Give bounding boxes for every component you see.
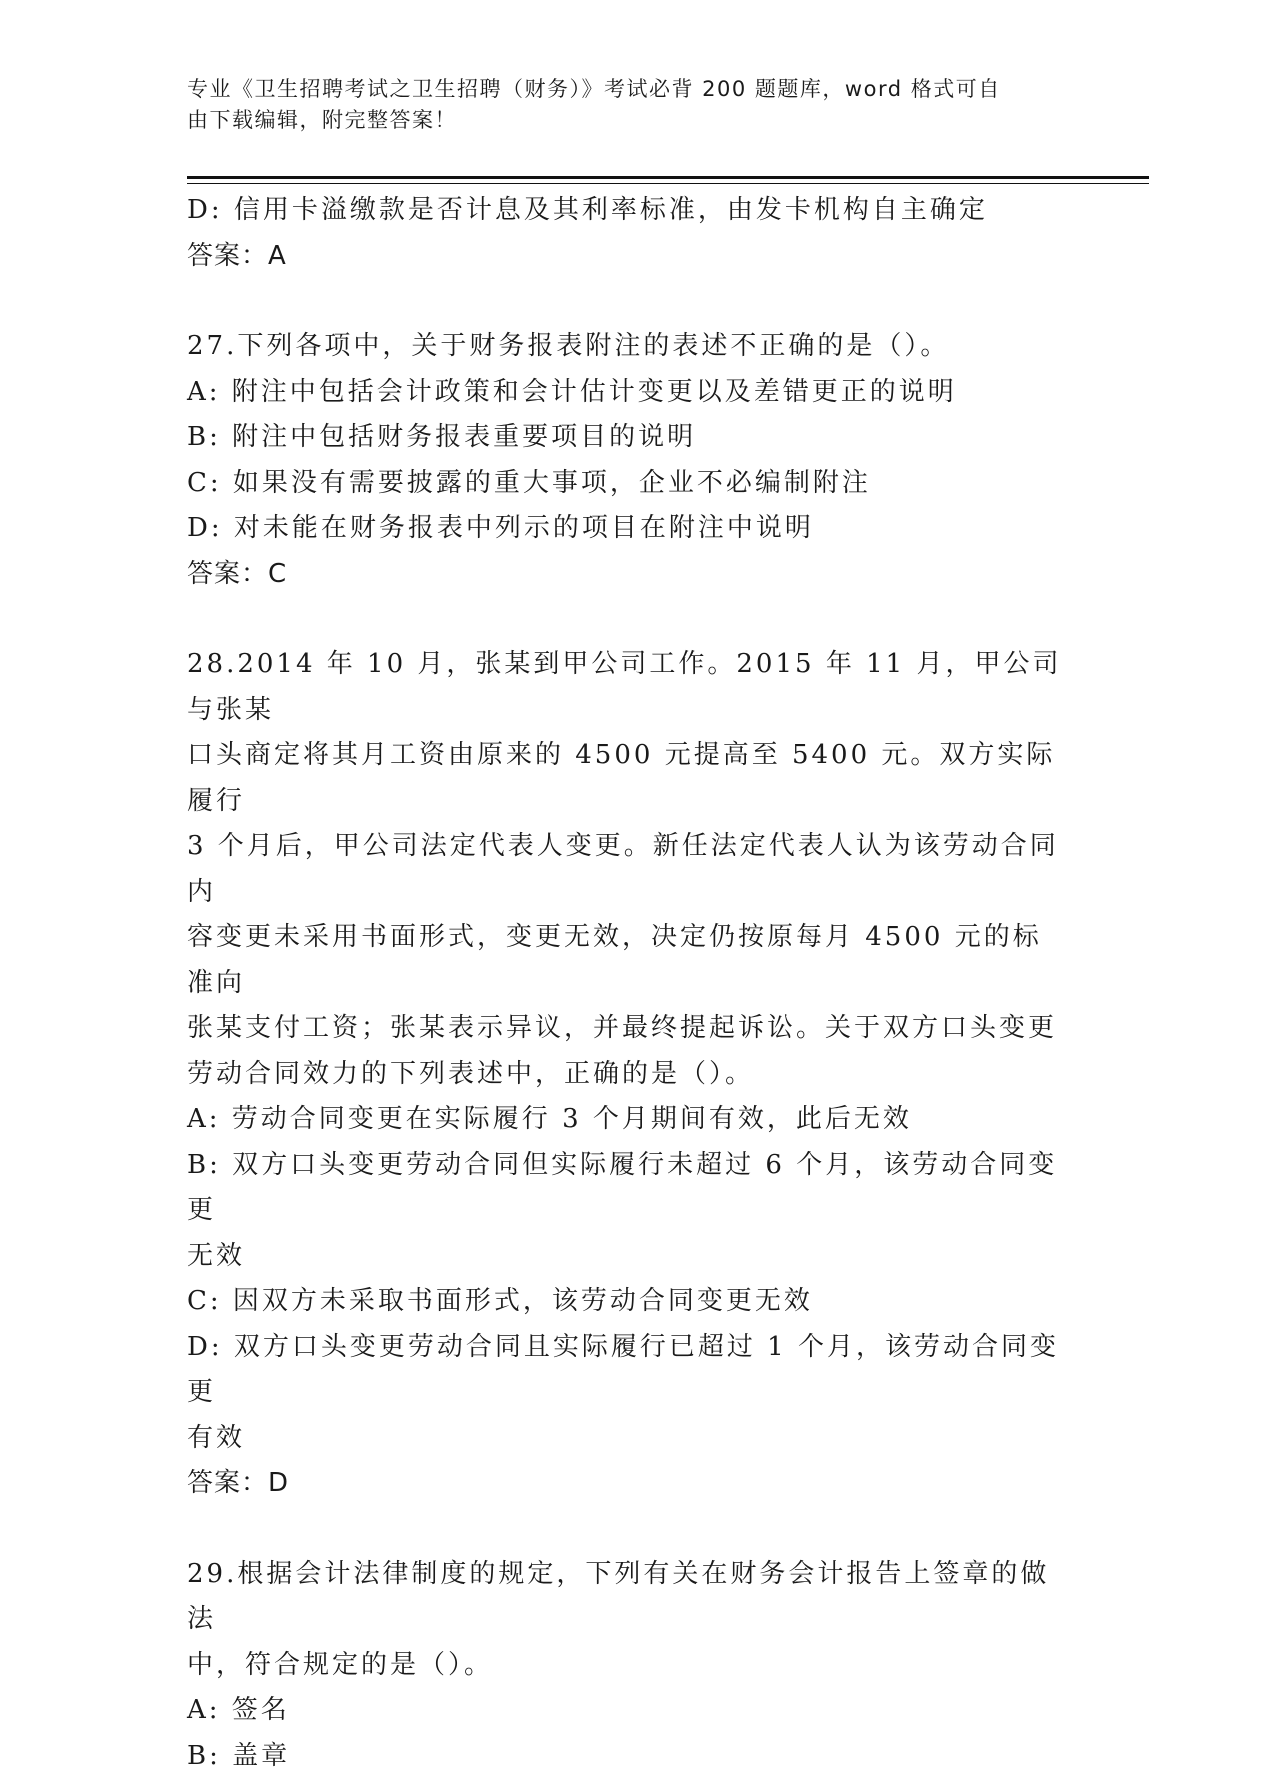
option-d-line: D: 双方口头变更劳动合同且实际履行已超过 1 个月，该劳动合同变更 <box>187 1325 1067 1416</box>
header-line-1: 专业《卫生招聘考试之卫生招聘（财务）》考试必背 200 题题库，word 格式可自 <box>187 74 1067 105</box>
question-28 <box>187 642 1067 1507</box>
header-line-2: 由下载编辑，附完整答案！ <box>187 105 1067 136</box>
header-divider-thick <box>187 176 1149 179</box>
option-b: B: 附注中包括财务报表重要项目的说明 <box>187 415 1067 461</box>
question-stem-line: 容变更未采用书面形式，变更无效，决定仍按原每月 4500 元的标准向 <box>187 915 1067 1006</box>
option-c: C: 如果没有需要披露的重大事项，企业不必编制附注 <box>187 461 1067 507</box>
option-b-line: 无效 <box>187 1234 1067 1280</box>
option-d: D: 对未能在财务报表中列示的项目在附注中说明 <box>187 506 1067 552</box>
option-a: A: 签名 <box>187 1688 1067 1734</box>
spacer <box>187 279 1067 324</box>
question-26 <box>187 188 1067 279</box>
question-stem-line: 中，符合规定的是（）。 <box>187 1643 1067 1689</box>
answer: 答案：D <box>187 1461 1067 1507</box>
question-stem-line: 口头商定将其月工资由原来的 4500 元提高至 5400 元。双方实际履行 <box>187 733 1067 824</box>
document-header <box>187 74 1067 136</box>
spacer <box>187 597 1067 642</box>
option-b-line: B: 双方口头变更劳动合同但实际履行未超过 6 个月，该劳动合同变更 <box>187 1143 1067 1234</box>
option-c: C: 因双方未采取书面形式，该劳动合同变更无效 <box>187 1279 1067 1325</box>
question-stem-line: 3 个月后，甲公司法定代表人变更。新任法定代表人认为该劳动合同内 <box>187 824 1067 915</box>
question-stem-line: 劳动合同效力的下列表述中，正确的是（）。 <box>187 1052 1067 1098</box>
answer: 答案：C <box>187 552 1067 598</box>
option-d: D: 信用卡溢缴款是否计息及其利率标准，由发卡机构自主确定 <box>187 188 1067 234</box>
option-a: A: 劳动合同变更在实际履行 3 个月期间有效，此后无效 <box>187 1097 1067 1143</box>
header-divider-thin <box>187 183 1149 184</box>
answer: 答案：A <box>187 234 1067 280</box>
option-a: A: 附注中包括会计政策和会计估计变更以及差错更正的说明 <box>187 370 1067 416</box>
question-27 <box>187 324 1067 597</box>
option-b: B: 盖章 <box>187 1734 1067 1779</box>
option-d-line: 有效 <box>187 1416 1067 1462</box>
question-content <box>187 188 1067 1779</box>
question-stem-line: 29.根据会计法律制度的规定，下列有关在财务会计报告上签章的做法 <box>187 1552 1067 1643</box>
spacer <box>187 1507 1067 1552</box>
question-29 <box>187 1552 1067 1779</box>
question-stem-line: 张某支付工资；张某表示异议，并最终提起诉讼。关于双方口头变更 <box>187 1006 1067 1052</box>
question-stem: 27.下列各项中，关于财务报表附注的表述不正确的是（）。 <box>187 324 1067 370</box>
question-stem-line: 28.2014 年 10 月，张某到甲公司工作。2015 年 11 月，甲公司与张某 <box>187 642 1067 733</box>
